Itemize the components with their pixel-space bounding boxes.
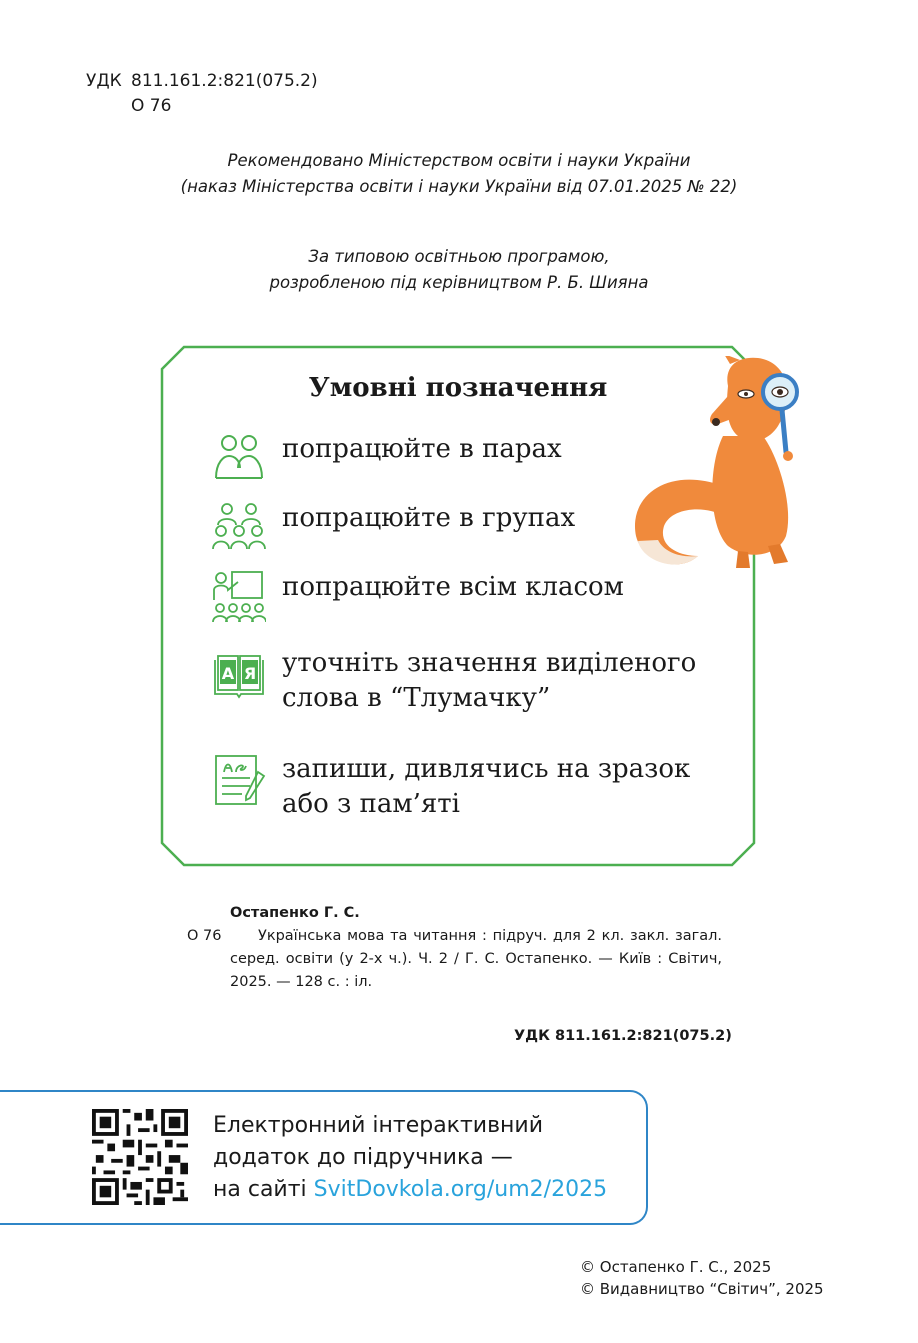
svg-text:A: A bbox=[221, 664, 235, 683]
record-description: Українська мова та читання : підруч. для 2 кл. закл. загал. серед. освіти (у 2-х ч.). Ч. 2 / Г. С. Остапенко. — Київ : Світич, 2025. — 128 с. : іл. bbox=[230, 928, 722, 990]
dictionary-icon bbox=[212, 646, 266, 700]
legend-item-copybook-line-1: запиши, дивлячись на зразок bbox=[282, 754, 691, 784]
record-udk: УДК 811.161.2:821(075.2) bbox=[514, 1028, 732, 1044]
pair-work-icon bbox=[212, 432, 266, 486]
supplement-line-3-prefix: на сайті bbox=[213, 1177, 314, 1202]
qr-code[interactable] bbox=[92, 1109, 188, 1205]
udk-label: УДК bbox=[86, 71, 122, 91]
legend-item-pairs-label: попрацюйте в парах bbox=[282, 434, 562, 464]
approval-line-2: (наказ Міністерства освіти і науки України від 07.01.2025 № 22) bbox=[180, 177, 738, 196]
program-line-2: розробленою під керівництвом Р. Б. Шияна bbox=[269, 273, 649, 292]
legend-item-dictionary bbox=[212, 646, 696, 716]
copybook-icon bbox=[212, 752, 266, 806]
copyright-publisher: © Видавництво “Світич”, 2025 bbox=[580, 1280, 824, 1298]
copyright-block bbox=[580, 1256, 824, 1300]
legend-item-class-label: попрацюйте всім класом bbox=[282, 572, 624, 602]
record-author: Остапенко Г. С. bbox=[230, 905, 360, 921]
program-line-1: За типовою освітньою програмою, bbox=[308, 247, 610, 266]
class-work-icon bbox=[212, 570, 266, 624]
supplement-line-1: Електронний інтерактивний bbox=[213, 1113, 544, 1138]
supplement-line-2: додаток до підручника — bbox=[213, 1145, 513, 1170]
approval-line-1: Рекомендовано Міністерством освіти і науки України bbox=[227, 151, 691, 170]
copyright-author: © Остапенко Г. С., 2025 bbox=[580, 1258, 772, 1276]
author-index: О 76 bbox=[131, 96, 172, 116]
legend-item-class bbox=[212, 570, 624, 624]
supplement-link[interactable]: SvitDovkola.org/um2/2025 bbox=[313, 1177, 608, 1202]
legend-item-groups-label: попрацюйте в групах bbox=[282, 503, 576, 533]
record-index: О 76 bbox=[187, 928, 222, 944]
supplement-line-3 bbox=[213, 1174, 607, 1206]
svg-text:Я: Я bbox=[243, 664, 257, 683]
legend-item-copybook-line-2: або з пам’яті bbox=[282, 789, 460, 819]
legend-title: Умовні позначення bbox=[308, 373, 608, 403]
legend-item-groups bbox=[212, 501, 575, 555]
legend-item-copybook bbox=[212, 752, 690, 822]
legend-item-dictionary-line-2: слова в “Тлумачку” bbox=[282, 683, 551, 713]
digital-supplement-text bbox=[213, 1110, 607, 1206]
legend-item-pairs bbox=[212, 432, 562, 486]
group-work-icon bbox=[212, 501, 266, 555]
legend-item-dictionary-line-1: уточніть значення виділеного bbox=[282, 648, 697, 678]
udk-code: 811.161.2:821(075.2) bbox=[131, 71, 318, 91]
fox-with-magnifier-illustration bbox=[628, 356, 818, 576]
